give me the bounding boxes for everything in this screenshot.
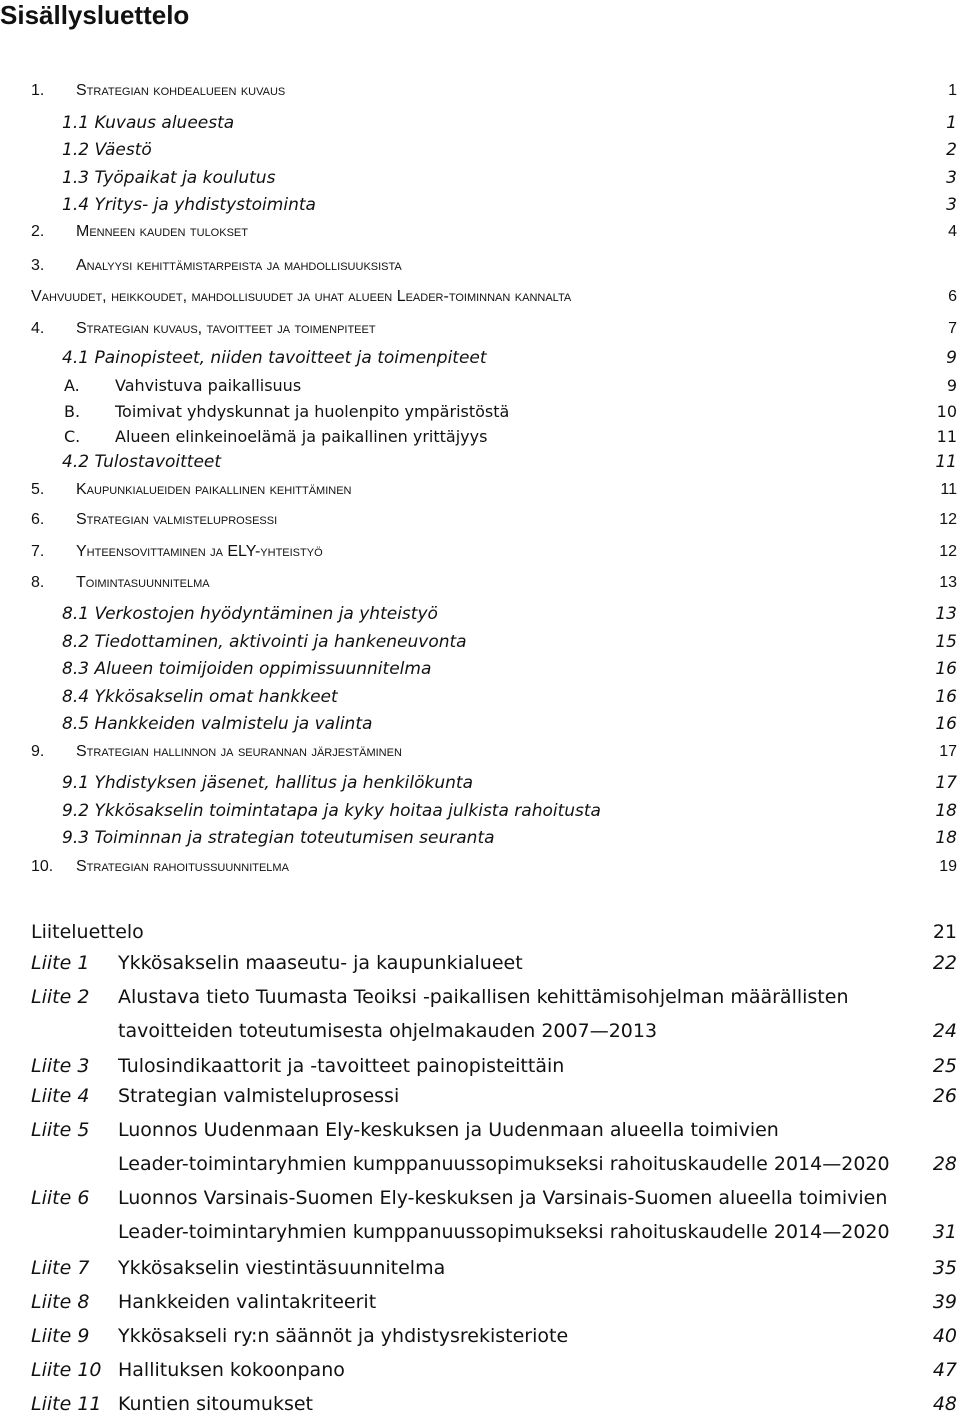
appendix-entry[interactable] bbox=[0, 1319, 957, 1353]
appendix-entry-title: Ykkösakselin maaseutu- ja kaupunkialueet bbox=[118, 952, 523, 974]
toc-entry-page: 6 bbox=[948, 288, 957, 305]
toc-entry-page: 15 bbox=[935, 632, 957, 652]
toc-entry-number: C. bbox=[64, 426, 81, 446]
toc-entry-page: 10 bbox=[936, 401, 957, 421]
appendix-entry-title: Hallituksen kokoonpano bbox=[118, 1359, 345, 1381]
appendix-entry[interactable] bbox=[0, 1285, 957, 1319]
toc-entry[interactable] bbox=[0, 602, 957, 626]
toc-entry[interactable] bbox=[0, 799, 957, 823]
appendix-entry-label: Liite 2 bbox=[31, 986, 90, 1008]
toc-entry[interactable] bbox=[0, 630, 957, 654]
toc-entry-title: Menneen kauden tulokset bbox=[76, 223, 248, 240]
toc-entry-page: 2 bbox=[946, 140, 957, 160]
toc-entry[interactable] bbox=[0, 508, 957, 532]
appendix-entry-title: Tulosindikaattorit ja -tavoitteet painopisteittäin bbox=[118, 1055, 565, 1077]
appendix-entry[interactable] bbox=[0, 1079, 957, 1113]
toc-entry[interactable] bbox=[0, 220, 957, 244]
appendix-entry[interactable] bbox=[0, 980, 957, 1048]
toc-entry[interactable] bbox=[0, 478, 957, 502]
toc-entry-number: 4. bbox=[31, 320, 45, 337]
toc-entry-page: 17 bbox=[935, 773, 957, 793]
appendix-entry-label: Liite 9 bbox=[31, 1325, 90, 1347]
toc-entry-title: Strategian rahoitussuunnitelma bbox=[76, 858, 289, 875]
toc-entry[interactable] bbox=[0, 450, 957, 474]
appendix-entry[interactable] bbox=[0, 1353, 957, 1387]
appendix-heading-label: Liiteluettelo bbox=[31, 921, 144, 943]
appendix-entry-label: Liite 7 bbox=[31, 1257, 90, 1279]
toc-entry[interactable] bbox=[0, 79, 957, 103]
toc-entry-page: 16 bbox=[935, 659, 957, 679]
toc-entry-page: 18 bbox=[935, 828, 957, 848]
toc-entry-page: 13 bbox=[935, 604, 957, 624]
appendix-entry-title: tavoitteiden toteutumisesta ohjelmakauden 2007—2013 bbox=[118, 1020, 658, 1042]
appendix-entry[interactable] bbox=[0, 1049, 957, 1083]
toc-entry-page: 11 bbox=[936, 426, 957, 446]
appendix-entry-title: Leader-toimintaryhmien kumppanuussopimukseksi rahoituskaudelle 2014—2020 bbox=[118, 1221, 890, 1243]
appendix-entry-title: Kuntien sitoumukset bbox=[118, 1393, 313, 1415]
toc-entry[interactable] bbox=[0, 740, 957, 764]
toc-entry-page: 3 bbox=[946, 168, 957, 188]
appendix-entry[interactable] bbox=[0, 1113, 957, 1181]
toc-entry-title: Vahvistuva paikallisuus bbox=[115, 375, 302, 395]
toc-entry-title: 8.3 Alueen toimijoiden oppimissuunnitelma bbox=[62, 659, 432, 679]
toc-entry[interactable] bbox=[0, 138, 957, 162]
toc-entry-title: 9.1 Yhdistyksen jäsenet, hallitus ja henkilökunta bbox=[62, 773, 473, 793]
toc-entry-title: Toimintasuunnitelma bbox=[76, 574, 210, 591]
toc-entry-title: 9.2 Ykkösakselin toimintatapa ja kyky hoitaa julkista rahoitusta bbox=[62, 801, 601, 821]
toc-entry-page: 17 bbox=[939, 743, 957, 760]
toc-entry[interactable] bbox=[0, 317, 957, 341]
appendix-entry-page: 24 bbox=[932, 1020, 957, 1042]
toc-entry-title: Strategian kuvaus, tavoitteet ja toimenpiteet bbox=[76, 320, 376, 337]
toc-entry-page: 1 bbox=[948, 82, 957, 99]
toc-entry-title: Analyysi kehittämistarpeista ja mahdollisuuksista bbox=[76, 257, 402, 274]
toc-entry-page: 18 bbox=[935, 801, 957, 821]
toc-entry-title: Strategian hallinnon ja seurannan järjestäminen bbox=[76, 743, 402, 760]
appendix-entry-title: Ykkösakselin viestintäsuunnitelma bbox=[118, 1257, 446, 1279]
toc-entry-page: 19 bbox=[939, 858, 957, 875]
appendix-entry-page: 25 bbox=[932, 1055, 957, 1077]
toc-entry-title: 4.2 Tulostavoitteet bbox=[62, 452, 222, 472]
toc-entry-title: 8.1 Verkostojen hyödyntäminen ja yhteistyö bbox=[62, 604, 438, 624]
toc-entry-page: 9 bbox=[946, 375, 957, 395]
toc-entry[interactable] bbox=[0, 712, 957, 736]
page-title: Sisällysluettelo bbox=[0, 0, 190, 30]
appendix-entry-label: Liite 10 bbox=[31, 1359, 102, 1381]
toc-entry[interactable] bbox=[0, 399, 957, 423]
toc-entry[interactable] bbox=[0, 855, 957, 879]
appendix-entry-page: 35 bbox=[932, 1257, 957, 1279]
appendix-entry-page: 31 bbox=[932, 1221, 957, 1243]
toc-entry-number: 2. bbox=[31, 223, 45, 240]
toc-entry-title: Kaupunkialueiden paikallinen kehittäminen bbox=[76, 481, 352, 498]
appendix-entry-page: 28 bbox=[932, 1153, 957, 1175]
toc-entry-title: 1.4 Yritys- ja yhdistystoiminta bbox=[62, 195, 316, 215]
appendix-entry-page: 40 bbox=[932, 1325, 957, 1347]
toc-entry[interactable] bbox=[0, 254, 957, 278]
toc-entry-page: 4 bbox=[948, 223, 957, 240]
toc-entry-title: Toimivat yhdyskunnat ja huolenpito ympäristöstä bbox=[115, 401, 510, 421]
toc-entry-number: 6. bbox=[31, 511, 45, 528]
appendix-entry-page: 47 bbox=[932, 1359, 957, 1381]
toc-entry[interactable] bbox=[0, 166, 957, 190]
appendix-entry-label: Liite 11 bbox=[31, 1393, 102, 1415]
toc-entry-page: 12 bbox=[939, 511, 957, 528]
appendix-entry-title: Ykkösakseli ry:n säännöt ja yhdistysrekisteriote bbox=[118, 1325, 569, 1347]
toc-entry-page: 1 bbox=[946, 113, 957, 133]
toc-entry-page: 16 bbox=[935, 714, 957, 734]
toc-entry[interactable] bbox=[0, 657, 957, 681]
toc-entry[interactable] bbox=[0, 111, 957, 135]
appendix-entry[interactable] bbox=[0, 1387, 957, 1421]
appendix-entry-page: 48 bbox=[932, 1393, 957, 1415]
toc-entry-number: A. bbox=[64, 375, 80, 395]
appendix-entry[interactable] bbox=[0, 1181, 957, 1249]
appendix-entry-label: Liite 8 bbox=[31, 1291, 90, 1313]
toc-entry-number: B. bbox=[64, 401, 81, 421]
toc-entry-page: 13 bbox=[939, 574, 957, 591]
appendix-entry-label: Liite 3 bbox=[31, 1055, 90, 1077]
toc-entry-title: 4.1 Painopisteet, niiden tavoitteet ja toimenpiteet bbox=[62, 348, 487, 368]
toc-entry-page: 16 bbox=[935, 687, 957, 707]
appendix-entry-title: Strategian valmisteluprosessi bbox=[118, 1085, 400, 1107]
toc-entry-page: 7 bbox=[948, 320, 957, 337]
toc-entry-title: Vahvuudet, heikkoudet, mahdollisuudet ja uhat alueen Leader-toiminnan kannalta bbox=[31, 288, 572, 305]
toc-entry-page: 11 bbox=[940, 481, 957, 498]
toc-entry-title: 1.3 Työpaikat ja koulutus bbox=[62, 168, 276, 188]
toc-entry-title: 8.2 Tiedottaminen, aktivointi ja hankeneuvonta bbox=[62, 632, 467, 652]
appendix-entry-title: Hankkeiden valintakriteerit bbox=[118, 1291, 377, 1313]
toc-entry-title: Strategian kohdealueen kuvaus bbox=[76, 82, 286, 99]
appendix-entry-label: Liite 1 bbox=[31, 952, 90, 974]
toc-entry-number: 9. bbox=[31, 743, 45, 760]
toc-entry-page: 12 bbox=[939, 543, 957, 560]
toc-entry-title: Yhteensovittaminen ja ELY-yhteistyö bbox=[76, 543, 323, 560]
toc-entry-page: 3 bbox=[946, 195, 957, 215]
appendix-entry-label: Liite 5 bbox=[31, 1119, 90, 1141]
toc-entry[interactable] bbox=[0, 571, 957, 595]
toc-entry-title: Alueen elinkeinoelämä ja paikallinen yrittäjyys bbox=[115, 426, 488, 446]
toc-entry-title: 1.1 Kuvaus alueesta bbox=[62, 113, 235, 133]
toc-entry[interactable] bbox=[0, 373, 957, 397]
toc-entry-number: 10. bbox=[31, 858, 54, 875]
appendix-entry-page: 39 bbox=[932, 1291, 957, 1313]
toc-entry-number: 3. bbox=[31, 257, 45, 274]
toc-entry-title: 9.3 Toiminnan ja strategian toteutumisen seuranta bbox=[62, 828, 495, 848]
appendix-entry-title: Luonnos Varsinais-Suomen Ely-keskuksen ja Varsinais-Suomen alueella toimivien bbox=[118, 1187, 888, 1209]
toc-entry[interactable] bbox=[0, 285, 957, 309]
appendix-heading-page: 21 bbox=[932, 921, 957, 943]
appendix-entry-title: Leader-toimintaryhmien kumppanuussopimukseksi rahoituskaudelle 2014—2020 bbox=[118, 1153, 890, 1175]
toc-entry[interactable] bbox=[0, 346, 957, 370]
appendix-entry-label: Liite 4 bbox=[31, 1085, 90, 1107]
toc-entry[interactable] bbox=[0, 771, 957, 795]
appendix-entry[interactable] bbox=[0, 946, 957, 980]
toc-entry-number: 5. bbox=[31, 481, 45, 498]
toc-entry-title: Strategian valmisteluprosessi bbox=[76, 511, 278, 528]
toc-entry-page: 11 bbox=[935, 452, 957, 472]
toc-entry-title: 8.4 Ykkösakselin omat hankkeet bbox=[62, 687, 338, 707]
appendix-entry-title: Luonnos Uudenmaan Ely-keskuksen ja Uudenmaan alueella toimivien bbox=[118, 1119, 779, 1141]
appendix-entry-title: Alustava tieto Tuumasta Teoiksi -paikallisen kehittämisohjelman määrällisten bbox=[118, 986, 849, 1008]
toc-entry[interactable] bbox=[0, 826, 957, 850]
appendix-entry-page: 26 bbox=[932, 1085, 957, 1107]
toc-entry-page: 9 bbox=[946, 348, 957, 368]
appendix-entry-page: 22 bbox=[932, 952, 957, 974]
toc-entry[interactable] bbox=[0, 193, 957, 217]
appendix-entry-label: Liite 6 bbox=[31, 1187, 90, 1209]
toc-entry[interactable] bbox=[0, 424, 957, 448]
toc-entry-number: 7. bbox=[31, 543, 45, 560]
toc-entry-number: 8. bbox=[31, 574, 45, 591]
appendix-entry[interactable] bbox=[0, 1251, 957, 1285]
toc-entry-number: 1. bbox=[31, 82, 45, 99]
toc-entry-title: 1.2 Väestö bbox=[62, 140, 152, 160]
toc-entry[interactable] bbox=[0, 685, 957, 709]
toc-entry[interactable] bbox=[0, 540, 957, 564]
toc-entry-title: 8.5 Hankkeiden valmistelu ja valinta bbox=[62, 714, 373, 734]
